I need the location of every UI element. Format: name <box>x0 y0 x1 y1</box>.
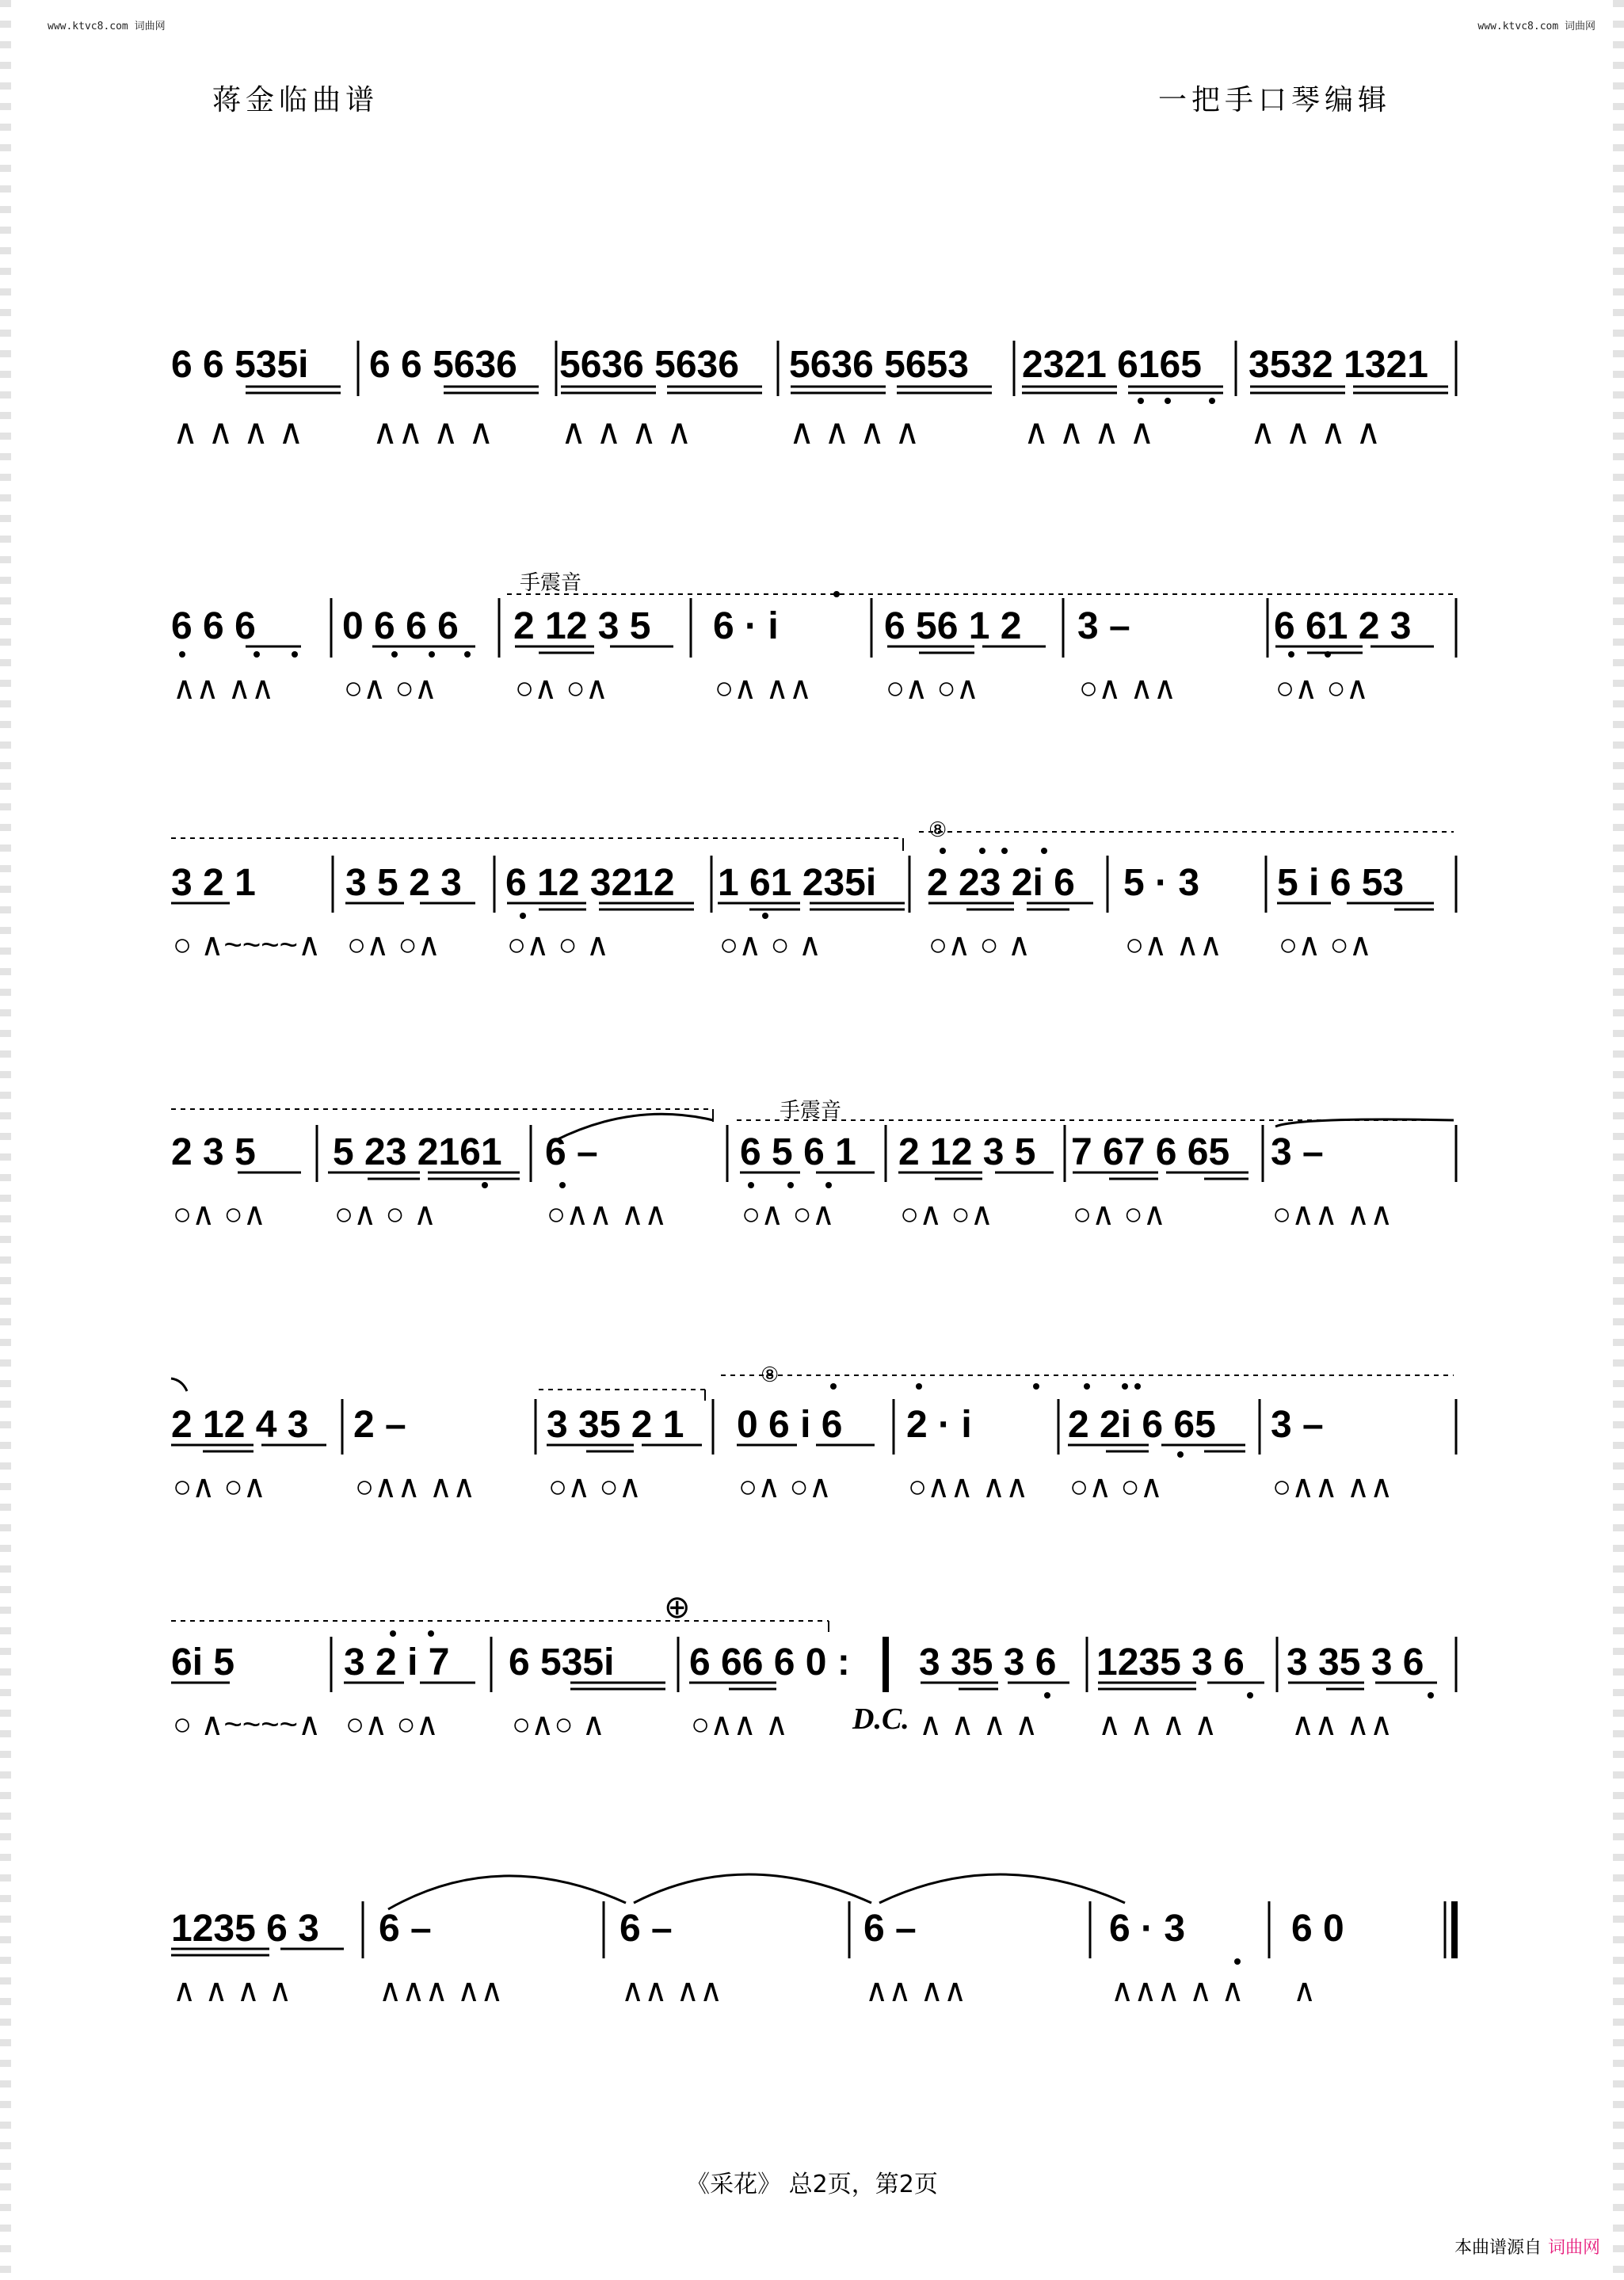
source-note-text: 本曲谱源自 <box>1454 2238 1542 2258</box>
composer-credit: 蒋金临曲谱 <box>212 84 379 116</box>
source-note <box>1454 2234 1600 2259</box>
breath-marks: ○∧∧ ∧∧ <box>1272 1470 1393 1504</box>
breath-marks: ∧∧ ∧∧ <box>865 1973 967 2008</box>
page-footer: 《采花》 总2页，第2页 <box>686 2171 938 2198</box>
measure: 3 – <box>1271 1131 1324 1173</box>
measure: 5 23 2161 <box>333 1131 502 1173</box>
breath-marks: ○ ∧~~~~∧ <box>173 1707 322 1742</box>
breath-marks: ○∧ ○∧ <box>173 1470 266 1504</box>
breath-marks: ∧ ∧ ∧ ∧ <box>1024 413 1155 452</box>
breath-marks: ∧ <box>1293 1973 1317 2008</box>
measure: 2 12 4 3 <box>171 1404 309 1446</box>
measure: 2 12 3 5 <box>898 1131 1036 1173</box>
breath-marks: ○∧∧ ∧∧ <box>1272 1197 1393 1232</box>
breath-marks: ○∧ ○ ∧ <box>719 928 822 963</box>
measure: 6 5 6 1 <box>740 1131 856 1173</box>
breath-marks: ∧∧ ∧∧ <box>173 671 275 706</box>
measure: 0 6 6 6 <box>342 605 459 647</box>
breath-marks: ○∧ ∧∧ <box>715 671 813 706</box>
breath-marks: ○∧ ○∧ <box>886 671 979 706</box>
breath-marks: ○∧ ○ ∧ <box>334 1197 437 1232</box>
tremolo-annotation: 手震音 <box>780 1099 842 1123</box>
breath-marks: ○∧ ○∧ <box>900 1197 993 1232</box>
breath-marks: ○ ∧~~~~∧ <box>173 928 322 963</box>
site-watermark-left: www.ktvc8.com 词曲网 <box>48 21 166 32</box>
breath-marks: ○∧ ∧∧ <box>1079 671 1177 706</box>
breath-marks: ∧ ∧ ∧ ∧ <box>789 413 921 452</box>
measure: 2 2i 6 65 <box>1068 1404 1216 1446</box>
breath-marks: ○∧∧ ∧∧ <box>908 1470 1029 1504</box>
slur <box>879 1874 1125 1903</box>
breath-marks: ○∧ ○∧ <box>1069 1470 1163 1504</box>
measure: 3 35 3 6 <box>919 1641 1057 1683</box>
breath-marks: ○∧ ○∧ <box>344 671 437 706</box>
measure: 5636 5636 <box>559 344 739 386</box>
measure: 2321 6165 <box>1022 344 1202 386</box>
tremolo-annotation: 手震音 <box>520 571 582 595</box>
score-line-5 <box>0 1355 1624 1513</box>
measure: 2 12 3 5 <box>513 605 651 647</box>
breath-marks: ○∧ ○∧ <box>1279 928 1372 963</box>
measure: 6 – <box>379 1908 432 1950</box>
editor-credit: 一把手口琴编辑 <box>1158 84 1392 116</box>
measure: 6 6 535i <box>171 344 309 386</box>
breath-marks: ○∧ ○∧ <box>515 671 608 706</box>
measure: 6 56 1 2 <box>884 605 1022 647</box>
breath-marks: ∧∧∧ ∧∧ <box>379 1973 504 2008</box>
measure: 6 66 6 0 : <box>689 1641 850 1683</box>
measure: 1235 6 3 <box>171 1908 319 1950</box>
breath-marks: ∧∧ ∧∧ <box>1291 1707 1393 1742</box>
breath-marks: ○∧ ∧∧ <box>1125 928 1223 963</box>
breath-marks: ○∧ ○∧ <box>347 928 440 963</box>
measure: 6 61 2 3 <box>1274 605 1412 647</box>
breath-marks: ○∧ ○∧ <box>1275 671 1369 706</box>
segno-mark: ⑧ <box>761 1363 780 1386</box>
measure: 6 – <box>863 1908 917 1950</box>
measure: 1235 3 6 <box>1096 1641 1245 1683</box>
measure: 3 – <box>1077 605 1130 647</box>
score-line-1 <box>0 317 1624 475</box>
measure: 3 2 1 <box>171 862 256 904</box>
source-brand-link[interactable]: 词曲网 <box>1547 2238 1600 2258</box>
breath-marks: ○∧ ○∧ <box>173 1197 266 1232</box>
score-line-2 <box>0 562 1624 721</box>
measure: 2 3 5 <box>171 1131 256 1173</box>
measure: 6 · i <box>713 605 779 647</box>
slur <box>171 1378 187 1391</box>
measure: 6 0 <box>1291 1908 1344 1950</box>
breath-marks: ○∧ ○∧ <box>345 1707 439 1742</box>
breath-marks: ○∧ ○∧ <box>738 1470 832 1504</box>
dc-marking: D.C. <box>852 1702 909 1736</box>
measure: 0 6 i 6 <box>737 1404 843 1446</box>
measure: 2 · i <box>906 1404 972 1446</box>
measure: 5 · 3 <box>1123 862 1200 904</box>
breath-marks: ○∧○ ∧ <box>512 1707 605 1742</box>
measure: 6 · 3 <box>1109 1908 1186 1950</box>
breath-marks: ∧∧∧ ∧ ∧ <box>1111 1973 1245 2008</box>
measure: 3 35 3 6 <box>1287 1641 1424 1683</box>
breath-marks: ∧ ∧ ∧ ∧ <box>1098 1707 1218 1742</box>
measure: 6i 5 <box>171 1641 235 1683</box>
measure: 3532 1321 <box>1248 344 1428 386</box>
breath-marks: ∧∧ ∧∧ <box>621 1973 723 2008</box>
breath-marks: ∧ ∧ ∧ ∧ <box>173 413 304 452</box>
breath-marks: ∧ ∧ ∧ ∧ <box>919 1707 1039 1742</box>
measure: 6 6 5636 <box>369 344 517 386</box>
slur <box>388 1876 626 1909</box>
breath-marks: ∧ ∧ ∧ ∧ <box>561 413 692 452</box>
breath-marks: ○∧ ○ ∧ <box>507 928 610 963</box>
breath-marks: ∧ ∧ ∧ ∧ <box>173 1973 292 2008</box>
measure: 3 5 2 3 <box>345 862 462 904</box>
breath-marks: ○∧∧ ∧∧ <box>547 1197 668 1232</box>
measure: 5 i 6 53 <box>1277 862 1405 904</box>
measure: 3 35 2 1 <box>547 1404 684 1446</box>
segno-mark: ⑧ <box>928 818 947 841</box>
score-line-3 <box>0 816 1624 974</box>
measure: 1 61 235i <box>718 862 877 904</box>
measure: 3 – <box>1271 1404 1324 1446</box>
measure: 7 67 6 65 <box>1071 1131 1230 1173</box>
measure: 6 6 6 <box>171 605 256 647</box>
slur <box>634 1874 871 1903</box>
breath-marks: ○∧ ○ ∧ <box>928 928 1031 963</box>
measure: 6 – <box>545 1131 598 1173</box>
measure: 6 535i <box>509 1641 615 1683</box>
measure: 3 2 i 7 <box>344 1641 450 1683</box>
breath-marks: ○∧∧ ∧ <box>691 1707 789 1742</box>
measure: 6 – <box>619 1908 673 1950</box>
score-line-7 <box>0 1854 1624 2012</box>
coda-mark: ⊕ <box>664 1590 691 1625</box>
breath-marks: ○∧∧ ∧∧ <box>355 1470 476 1504</box>
breath-marks: ○∧ ○∧ <box>741 1197 835 1232</box>
measure: 5636 5653 <box>789 344 969 386</box>
breath-marks: ○∧ ○∧ <box>1073 1197 1166 1232</box>
score-line-6 <box>0 1584 1624 1743</box>
breath-marks: ∧ ∧ ∧ ∧ <box>1250 413 1382 452</box>
breath-marks: ∧∧ ∧ ∧ <box>372 413 494 452</box>
measure: 2 – <box>353 1404 406 1446</box>
site-watermark-right: www.ktvc8.com 词曲网 <box>1477 21 1595 32</box>
measure: 6 12 3212 <box>505 862 675 904</box>
measure: 2 23 2i 6 <box>927 862 1075 904</box>
score-line-4 <box>0 1085 1624 1244</box>
breath-marks: ○∧ ○∧ <box>548 1470 642 1504</box>
